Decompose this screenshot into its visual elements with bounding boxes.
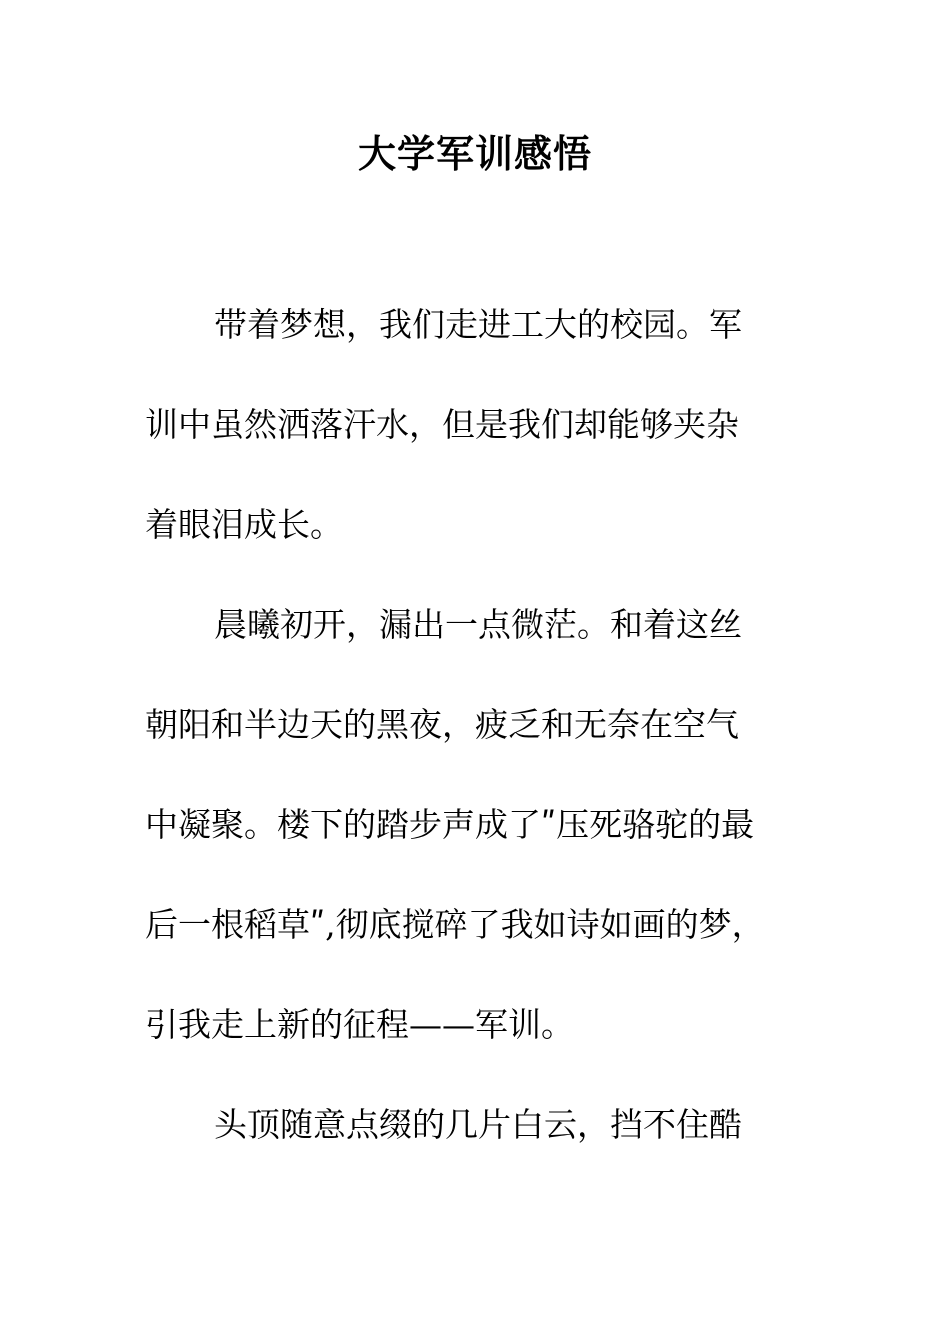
paragraph-2-line-3: 中凝聚。楼下的踏步声成了ʺ压死骆驼的最 bbox=[145, 805, 755, 844]
paragraph-1-line-3: 着眼泪成长。 bbox=[145, 505, 343, 544]
paragraph-2-line-2: 朝阳和半边天的黑夜，疲乏和无奈在空气 bbox=[145, 705, 739, 744]
paragraph-3-line-1: 头顶随意点缀的几片白云，挡不住酷 bbox=[214, 1105, 742, 1144]
paragraph-1-line-2: 训中虽然洒落汗水，但是我们却能够夹杂 bbox=[145, 405, 739, 444]
paragraph-2-line-1: 晨曦初开，漏出一点微茫。和着这丝 bbox=[214, 605, 742, 644]
document-title: 大学军训感悟 bbox=[357, 131, 592, 176]
paragraph-2-line-5: 引我走上新的征程——军训。 bbox=[145, 1005, 574, 1044]
paragraph-1-line-1: 带着梦想，我们走进工大的校园。军 bbox=[214, 305, 742, 344]
paragraph-2-line-4: 后一根稻草ʺ,彻底搅碎了我如诗如画的梦， bbox=[145, 905, 765, 944]
